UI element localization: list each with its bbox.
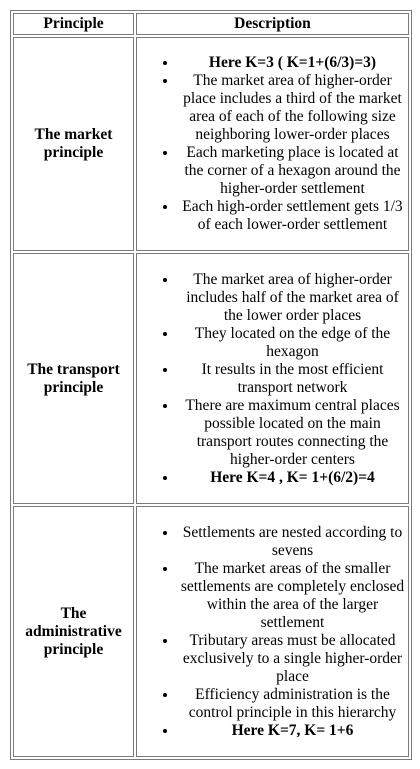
principle-name-administrative [13,506,134,757]
list-item: • Here K=7, K= 1+6 [178,722,407,740]
list-item: • It results in the most efficient transport network [178,361,407,397]
description-list [138,271,407,487]
list-item: • Tributary areas must be allocated exclusively to a single higher-order place [178,632,407,686]
list-item: • Here K=4 , K= 1+(6/2)=4 [178,469,407,487]
header-description: Description [136,13,409,35]
principles-table [10,10,412,760]
list-item: • Here K=3 ( K=1+(6/3)=3) [178,54,407,72]
list-item: • The market areas of the smaller settlements are completely enclosed within the area of the larger settlement [178,560,407,632]
principles-table-wrapper [10,10,410,760]
principle-name-transport [13,253,134,504]
table-row-market [13,37,409,251]
principle-name-market [13,37,134,251]
header-principle: Principle [13,13,134,35]
principle-name-text: The administrative principle [25,604,122,658]
list-item: • Settlements are nested according to sevens [178,524,407,560]
principle-name-text: The market principle [34,126,113,161]
list-item: • The market area of higher-order includes half of the market area of the lower order places [178,271,407,325]
list-item: • There are maximum central places possible located on the main transport routes connecting the higher-order centers [178,397,407,469]
description-cell-market [136,37,409,251]
list-item: • Each marketing place is located at the corner of a hexagon around the higher-order settlement [178,144,407,198]
table-row-transport [13,253,409,504]
description-list [138,54,407,234]
table-header-row [13,13,409,35]
list-item: • Efficiency administration is the control principle in this hierarchy [178,686,407,722]
list-item: • They located on the edge of the hexagon [178,325,407,361]
description-list [138,524,407,740]
principle-name-text: The transport principle [27,360,120,396]
list-item: • The market area of higher-order place includes a third of the market area of each of the following size neighboring lower-order places [178,72,407,144]
description-cell-administrative [136,506,409,757]
table-row-administrative [13,506,409,757]
description-cell-transport [136,253,409,504]
list-item: • Each high-order settlement gets 1/3 of each lower-order settlement [178,198,407,234]
